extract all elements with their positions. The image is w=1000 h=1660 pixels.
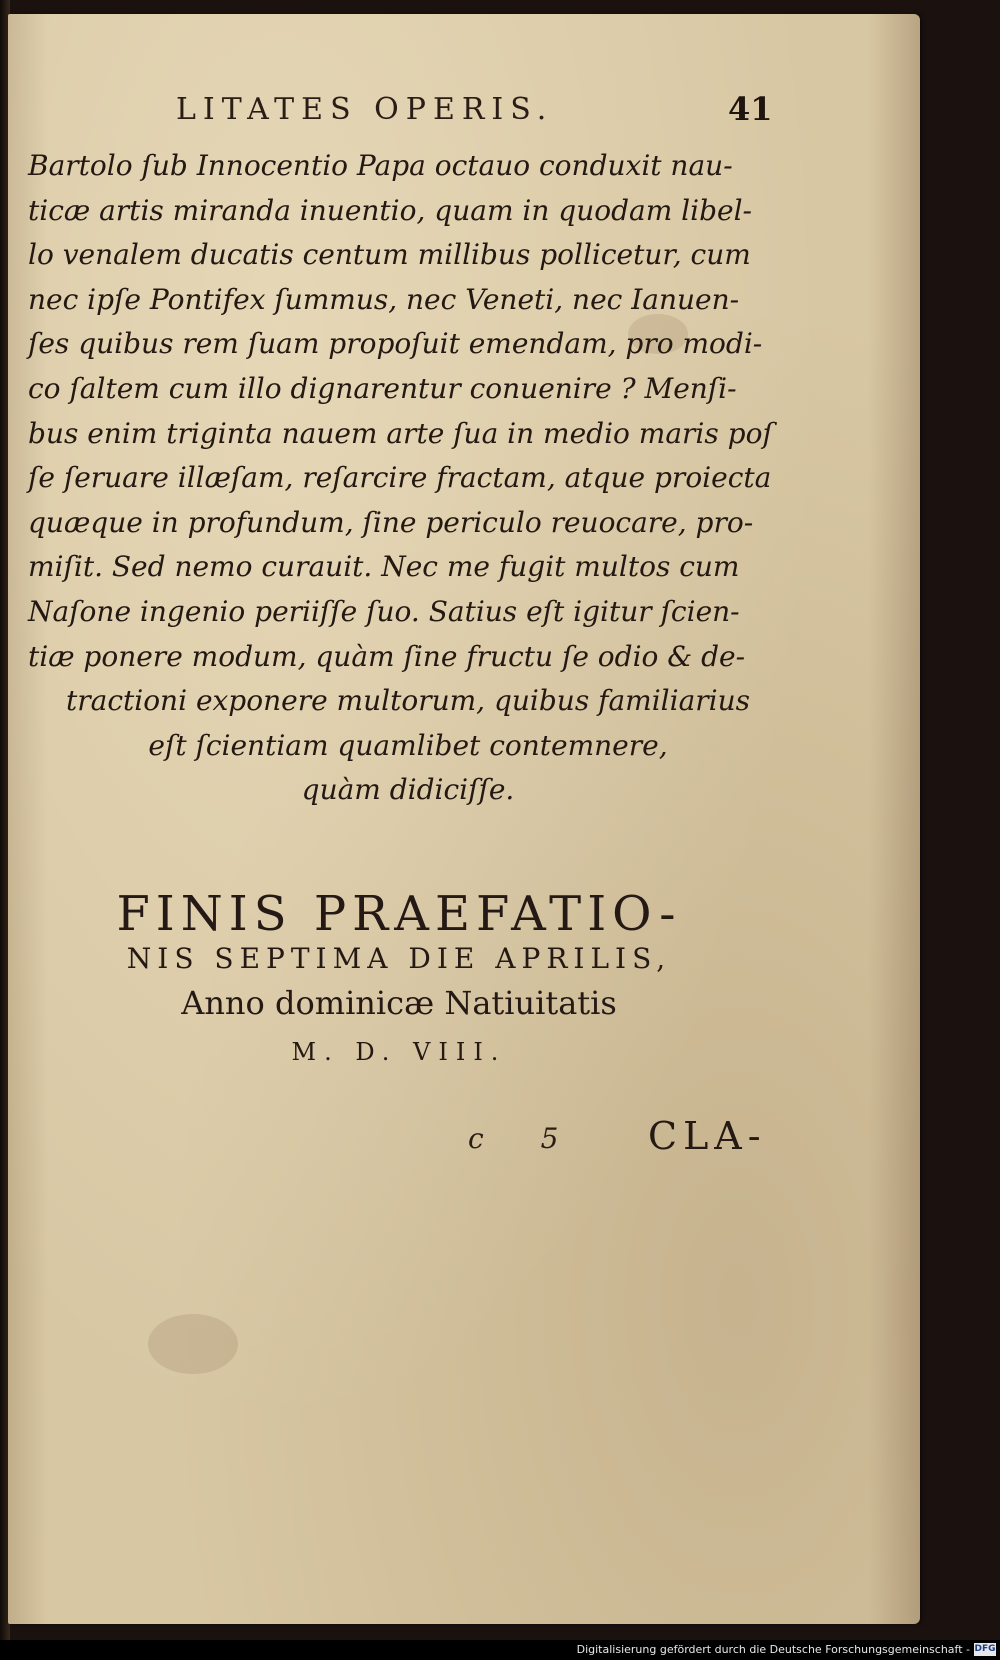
text-line: co ſaltem cum illo dignarentur conuenire ? Menſi- <box>28 371 737 405</box>
text-line: Naſone ingenio periiſſe ſuo. Satius eſt igitur ſcien- <box>28 594 740 628</box>
text-line: lo venalem ducatis centum millibus pollicetur, cum <box>28 238 751 272</box>
colophon-date-line: NIS SEPTIMA DIE APRILIS, <box>126 942 672 975</box>
catchword: CLA- <box>648 1114 767 1158</box>
text-line: Bartolo ſub Innocentio Papa octauo conduxit nau- <box>28 149 733 182</box>
text-line: ticæ artis miranda inuentio, quam in quodam libel- <box>28 193 752 227</box>
text-line: miſit. Sed nemo curauit. Nec me fugit multos cum <box>28 550 740 584</box>
running-head: LITATES OPERIS. <box>176 92 554 127</box>
text-line: bus enim triginta nauem arte ſua in medio maris poſ <box>28 416 773 450</box>
colophon-anno-line: Anno dominicæ Natiuitatis <box>181 984 617 1022</box>
colophon-title: FINIS PRAEFATIO- <box>116 886 682 942</box>
text-line: nec ipſe Pontifex ſummus, nec Veneti, nec Ianuen- <box>28 282 740 316</box>
book-page <box>8 14 920 1624</box>
text-line: quàm didiciſſe. <box>301 773 515 807</box>
text-line: tractioni exponere multorum, quibus familiarius <box>65 684 751 718</box>
dfg-logo-icon: DFG <box>974 1644 996 1654</box>
text-line: eſt ſcientiam quamlibet contemnere, <box>148 728 668 762</box>
footer-credit: Digitalisierung gefördert durch die Deutsche Forschungsgemeinschaft - <box>576 1643 970 1656</box>
colophon-year: M. D. VIII. <box>291 1038 507 1066</box>
text-line: quæque in profundum, ſine periculo reuocare, pro- <box>28 505 754 539</box>
text-line: ſes quibus rem ſuam propoſuit emendam, pro modi- <box>28 327 763 361</box>
signature-mark: c 5 <box>468 1122 583 1155</box>
page-number: 41 <box>728 90 773 128</box>
paper-stain <box>148 1314 238 1374</box>
body-text <box>28 144 788 813</box>
text-line: ſe ſeruare illæſam, reſarcire fractam, atque proiecta <box>28 461 772 495</box>
text-line: tiæ ponere modum, quàm ſine fructu ſe odio & de- <box>28 639 746 673</box>
